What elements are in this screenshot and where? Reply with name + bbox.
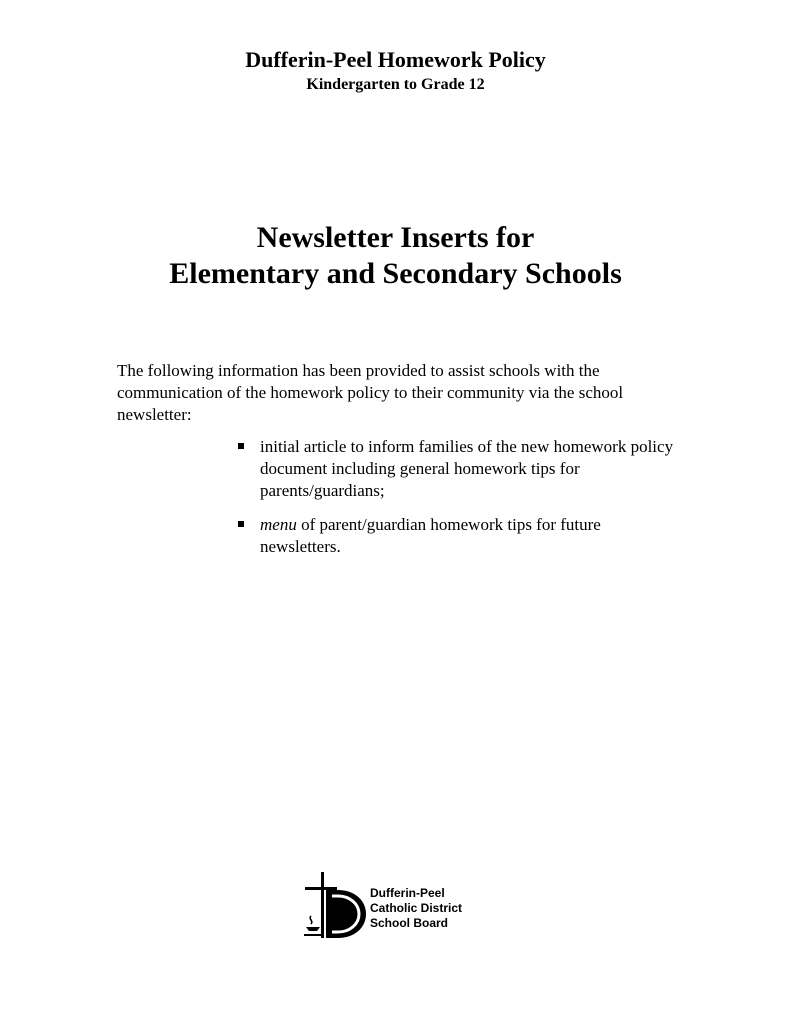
dpcdsb-cross-d-logo-icon [302,870,368,942]
list-item [238,436,678,502]
square-bullet-icon [238,521,244,527]
bullet-text: initial article to inform families of the new homework policy document including general homework tips for parents/guardians; [260,437,674,500]
main-title-line-2: Elementary and Secondary Schools [169,257,622,290]
document-header-title: Dufferin-Peel Homework Policy [245,47,546,72]
document-header-subtitle: Kindergarten to Grade 12 [306,76,485,93]
board-name-line-3: School Board [370,916,449,930]
board-name-line-1: Dufferin-Peel [370,886,445,900]
board-name [370,886,462,931]
board-name-line-2: Catholic District [370,901,463,915]
main-title-line-1: Newsletter Inserts for [256,221,535,254]
bullet-emphasis: menu [260,515,297,534]
bullet-list [238,436,678,570]
square-bullet-icon [238,443,244,449]
intro-paragraph: The following information has been provided to assist schools with the communication of the homework policy to their community via the school newsletter: [117,361,624,424]
board-logo [302,870,502,942]
main-title [0,220,791,292]
bullet-text: of parent/guardian homework tips for future newsletters. [260,515,601,556]
list-item [238,514,678,558]
